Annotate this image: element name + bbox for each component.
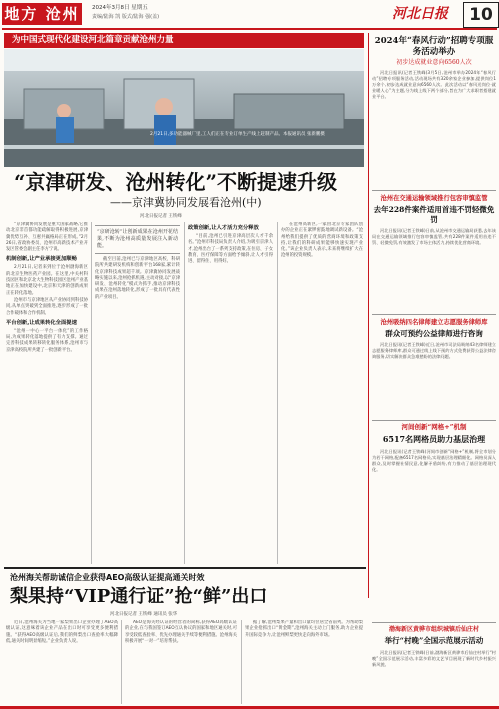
newspaper-logo: 河北日报 <box>392 6 448 22</box>
photo-caption: 2月21日,多功能器械厂里,工人们正在专业订单生产线上赶制产品。本报通讯员 张新鹏摄 <box>150 132 325 137</box>
lead-headline: “京津研发、沧州转化”不断提速升级 <box>14 170 338 194</box>
factory-photo <box>4 49 364 167</box>
bottom-column-3 <box>245 620 363 704</box>
lead-paragraph: 截至目前,沧州已与京津地区高校、科研院所共建研发机构和创新平台168家,累计转化京津科技成果超千项。京津冀协同发展战略实施以来,沧州抢抓机遇,主动对接,以“京津研发、沧州转化”模式为抓手,推动京津科技成果在沧州落地转化,形成了一批具有代表性的产业项目。 <box>95 257 180 300</box>
right-story-5-text: 河北日报讯(记者王铁峰)日前,渤海新区黄骅市后仙庄村举行“村晚”全国示范展示活动,丰富多彩的文艺节目展现了新时代乡村振兴新风貌。 <box>372 650 496 667</box>
right-story-4-subtitle: 6517名网格员助力基层治理 <box>382 434 486 444</box>
lead-paragraph: “沧州一中心一平台一体化”的工作格局,为成果转化落地提供了有力支撑。通过完善科技成果转移转化服务体系,沧州市与京津高校院所共建了一批创新平台。 <box>6 328 88 353</box>
lead-column-4 <box>281 222 363 564</box>
right-story-3-title: 沧州吸纳四名律师建立志愿服务律师库 <box>380 319 488 326</box>
story-divider <box>372 314 496 315</box>
right-story-2-subtitle: 去年228件案件适用首违不罚轻微免罚 <box>373 205 495 224</box>
right-column-divider <box>368 33 369 598</box>
right-story-2-body <box>372 228 496 312</box>
bottom-story-byline: 河北日报记者 王铁峰 通讯员 张华 <box>110 612 178 617</box>
lead-subtitle: ——京津冀协同发展看沧州(中) <box>110 196 262 209</box>
right-story-5-body <box>372 650 496 704</box>
page-number: 10 <box>463 2 499 28</box>
column-divider <box>184 222 185 564</box>
lead-byline: 河北日报记者 王铁峰 <box>140 214 182 219</box>
header-rule <box>2 28 497 30</box>
right-story-4-title: 河间创新“网格+”机制 <box>401 423 467 431</box>
lead-paragraph: 沧州市与京津地区从产业协同到科技协同,从单点突破到全面推进,逐步形成了一批合作载体和合作机制。 <box>6 297 88 316</box>
lead-subhead-2: 平台创新,让成果转化全面提速 <box>6 319 77 326</box>
right-story-3-subtitle: 群众可预约公益律师进行咨询 <box>385 329 483 338</box>
bottom-column-2 <box>125 620 237 704</box>
factory-photo-illustration <box>4 49 364 167</box>
lead-subhead-3: 政策创新,让人才活力充分释放 <box>188 225 259 231</box>
lead-subhead-1: 机制创新,让产业承接更加顺畅 <box>6 256 77 263</box>
section-tag: 地方 沧州 <box>2 3 82 25</box>
column-divider <box>91 222 92 564</box>
right-story-1-text: 河北日报讯(记者王铁峰)3月5日,沧州市举办2024年“春风行动”招聘专项服务活动,活动现场共有320余家企业参加,提供岗位1万余个,初步达成就业意向6560人次。此次活动以“春风送岗位·就业暖人心”为主题,分为线上线下两个部分,旨在为广大求职者搭建就业平台。 <box>372 70 496 99</box>
lead-paragraph: “目前,沧州已引进京津高层次人才千余名。”沧州市科技局负责人介绍,为吸引京津人才,沧州出台了一系列支持政策,在住房、子女教育、医疗保障等方面给予倾斜,让人才引得进、留得住、用得好。 <box>188 234 273 265</box>
right-story-2-title: 沧州在交通运输领域推行包容审慎监管 <box>380 195 488 202</box>
bottom-paragraph: 近日,沧州海关为当地一家梨果出口企业办理了AEO高级认证,这意味着该企业产品在出口时可享受更多便利措施。“获得AEO高级认证后,我们的鲜梨出口查验率大幅降低,通关时间明显缩短。”企业负责人说。 <box>6 620 118 644</box>
right-story-4-text: 河北日报讯(记者王铁峰)河间市创新“网格+”机制,将全市划分为若干网格,配备6517名网格员,实现基层治理精细化。网格员深入群众,及时掌握社情民意,化解矛盾纠纷,有力推动了基层治理现代化。 <box>372 449 496 472</box>
column-divider <box>241 620 242 704</box>
bottom-story-headline: 梨果持“VIP通行证”抢“鲜”出口 <box>10 586 268 607</box>
column-divider <box>277 222 278 564</box>
page-header <box>0 0 499 28</box>
date-line: 2024年3月8日 星期五 <box>92 5 148 11</box>
right-story-1-body <box>372 70 496 188</box>
bottom-story-rule <box>4 567 366 569</box>
right-story-5-title: 渤海新区黄骅市组织城镇后仙庄村 <box>388 626 479 633</box>
editor-line: 责编/陆海 凯 版式/陆海 强(盖) <box>92 14 160 20</box>
right-story-3-text: 河北日报讯(记者王铁峰)近日,沧州市司法局吸纳43名律师建立志愿服务律师库,群众可通过线上线下预约方式免费获得公益法律咨询服务,切实解决群众急难愁盼的法律问题。 <box>372 342 496 359</box>
column-divider <box>121 620 122 704</box>
story-divider <box>372 190 496 191</box>
lead-intro: “京津冀协同发展是重大国家战略,它推动北京非首都功能疏解取得积极进展,京津冀优势互补、互惠共赢格局正在形成。”2月26日,省政协委员、沧州市高新技术产业开发区管委会副主任李方宁说。 <box>6 222 88 253</box>
lead-column-2 <box>95 222 180 564</box>
bottom-paragraph: AEO是海关经认证的经营者的简称,获得AEO高级认证的企业,在与我国签订AEO互认协议的国家和地区通关时,可享受较低查验率、优先办理通关手续等便利措施。沧州海关积极开展“一对一”培育帮扶。 <box>125 620 237 644</box>
bottom-column-1 <box>6 620 118 704</box>
lead-paragraph: 2月21日,记者来到位于沧州渤海新区的北京生物医药产业园。在这里,中关村科技园区和北京北大生物科技园区沧州产业基地正在加快建设中,北京和天津的创新成果正在转化落地。 <box>6 265 88 296</box>
story-divider <box>372 622 496 623</box>
right-story-1-title: 2024年“春风行动”招聘专项服务活动举办 <box>374 36 494 57</box>
lead-banner: 为中国式现代化建设河北篇章贡献沧州力量 <box>4 33 364 48</box>
bottom-paragraph: 据了解,沧州梨果产量和出口量均位居全省前列。为帮助梨果企业抢抓出口“黄金期”,沧州海关主动上门服务,助力企业提升国际竞争力,让沧州鲜梨更快走向海外市场。 <box>245 620 363 638</box>
right-story-5-subtitle: 举行“村晚”全国示范展示活动 <box>384 636 484 645</box>
pull-quote: “京研沧转”让创新成果在沧州开花结果,不断为沧州高质量发展注入新动能。 <box>95 225 180 254</box>
right-story-3-body <box>372 342 496 418</box>
right-story-2-text: 河北日报讯(记者王铁峰)日前,从沧州市交通运输局获悉,去年该局在交通运输领域推行包容审慎监管,共有228件案件适用首违不罚、轻微免罚,有效激发了市场主体活力,持续优化营商环境。 <box>372 228 496 245</box>
right-story-1-subtitle: 初步达成就业意向6560人次 <box>396 59 472 66</box>
story-divider <box>372 420 496 421</box>
lead-paragraph: 在沧州高新区,一家由北京专家团队创办的企业正在紧锣密鼓地调试新设备。“沧州给我们提供了优质的营商环境和政策支持,让我们的科研成果能够快速实现产业化。”该企业负责人表示,未来将继续扩大在沧州的投资规模。 <box>281 222 363 259</box>
right-story-4-body <box>372 449 496 619</box>
lead-column-3 <box>188 222 273 564</box>
lead-column-1 <box>6 222 88 564</box>
bottom-story-kicker: 沧州海关帮助诚信企业获得AEO高级认证提高通关时效 <box>10 573 205 582</box>
